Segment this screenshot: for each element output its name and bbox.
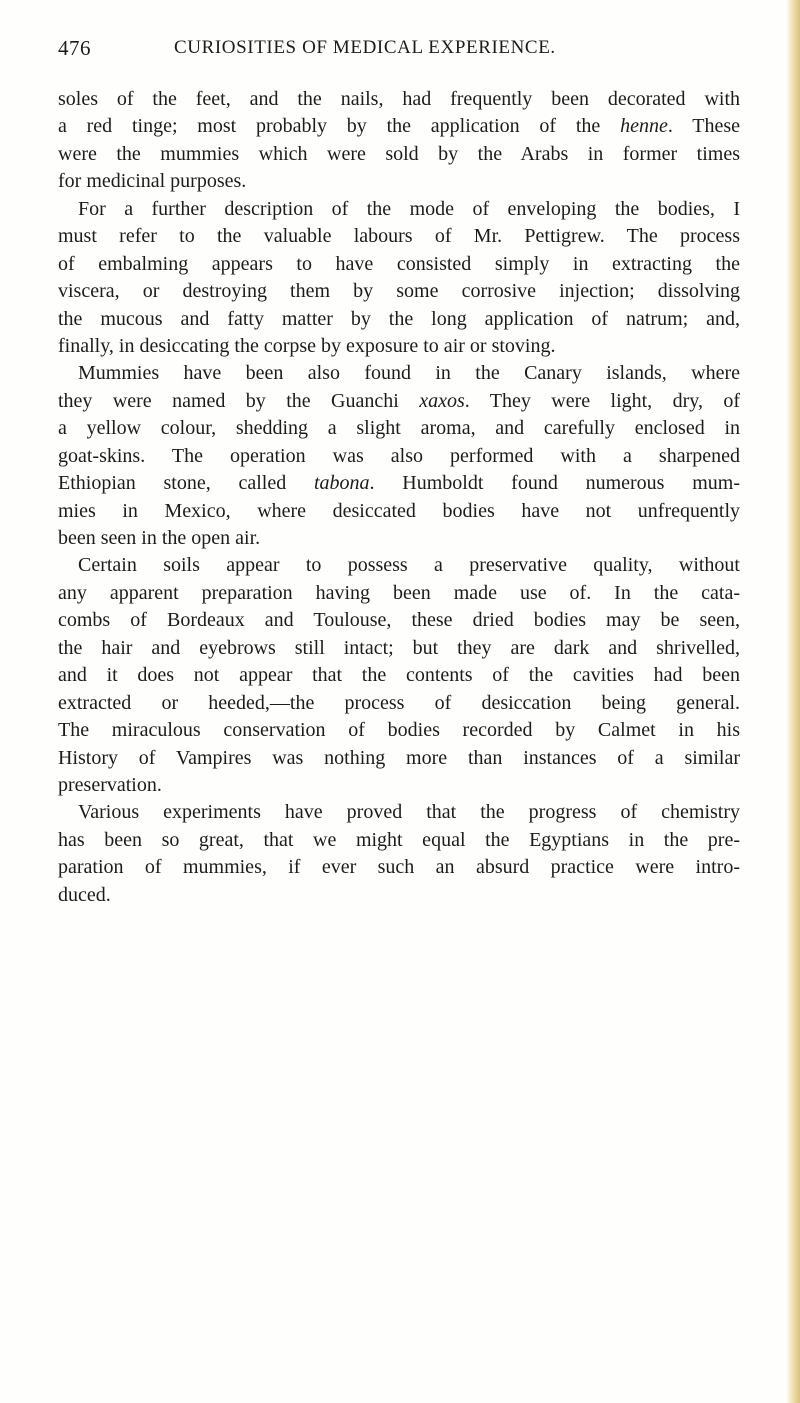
text-line: the hair and eyebrows still intact; but they are dark and shrivelled, [58,636,740,659]
text-line: a red tinge; most probably by the application of the henne. These [58,115,740,138]
text-line: History of Vampires was nothing more than instances of a similar [58,746,740,769]
italic-term: henne [620,115,668,138]
running-head [58,34,618,62]
italic-term: tabona [313,472,370,495]
page-edge-shadow [786,0,800,1403]
text-line: the mucous and fatty matter by the long application of natrum; and, [58,307,740,330]
text-line: been seen in the open air. [58,527,261,549]
text-line: mies in Mexico, where desiccated bodies have not unfrequently [58,499,740,522]
text-line: extracted or heeded,—the process of desiccation being general. [58,691,740,714]
text-line: for medicinal purposes. [58,170,247,193]
text-line: a yellow colour, shedding a slight aroma, and carefully enclosed in [58,417,740,440]
page-number: 476 [58,36,91,60]
body-text [58,86,740,909]
text-line: were the mummies which were sold by the Arabs in former times [58,142,740,165]
text-line: paration of mummies, if ever such an absurd practice were intro- [58,856,740,879]
text-line: Ethiopian stone, called tabona. Humboldt found numerous mum- [58,472,740,495]
text-line: Various experiments have proved that the progress of chemistry [78,801,740,824]
text-line: must refer to the valuable labours of Mr. Pettigrew. The process [58,225,740,248]
text-line: preservation. [58,773,162,796]
text-line: viscera, or destroying them by some corrosive injection; dissolving [58,280,740,303]
text-line: goat-skins. The operation was also performed with a sharpened [58,444,740,467]
italic-term: xaxos [419,389,465,412]
text-line: they were named by the Guanchi xaxos. They were light, dry, of [58,389,741,412]
text-line: Mummies have been also found in the Canary islands, where [78,362,740,385]
text-line: of embalming appears to have consisted simply in extracting the [58,252,740,275]
text-line: and it does not appear that the contents of the cavities had been [58,664,740,687]
text-line: soles of the feet, and the nails, had frequently been decorated with [58,88,740,110]
text-line: The miraculous conservation of bodies recorded by Calmet in his [58,719,740,742]
text-line: duced. [58,883,111,906]
text-line: For a further description of the mode of enveloping the bodies, I [78,197,740,220]
text-line: has been so great, that we might equal the Egyptians in the pre- [58,828,740,851]
text-line: finally, in desiccating the corpse by exposure to air or stoving. [58,334,556,357]
running-title: CURIOSITIES OF MEDICAL EXPERIENCE. [174,37,556,58]
text-line: combs of Bordeaux and Toulouse, these dried bodies may be seen, [58,609,740,632]
text-line: any apparent preparation having been made use of. In the cata- [58,581,740,604]
text-line: Certain soils appear to possess a preservative quality, without [78,554,740,577]
